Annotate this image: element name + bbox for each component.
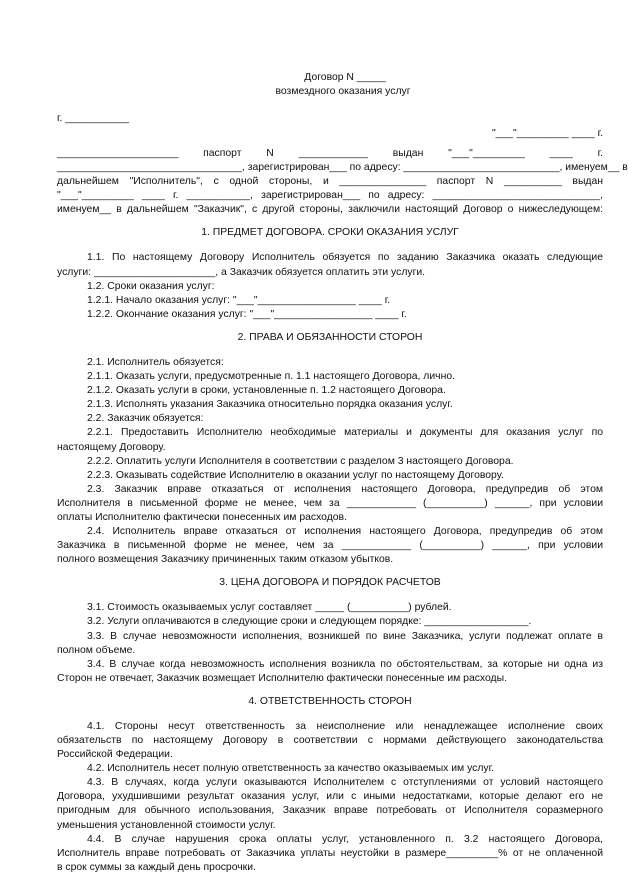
section-2-heading: 2. ПРАВА И ОБЯЗАННОСТИ СТОРОН [237, 331, 423, 343]
clause-2-4-line-1: 2.4. Исполнитель вправе отказаться от исполнения настоящего Договора, предупредив об этом [87, 526, 603, 538]
city-field: г. ___________ [57, 113, 129, 124]
contract-title: Договор N _____ [304, 72, 386, 83]
clause-4-3-line-1: 4.3. В случаях, когда услуги оказываются Исполнителем с отступлениями от условий настоящего [87, 777, 603, 789]
clause-4-2: 4.2. Исполнитель несет полную ответственность за качество оказываемых им услуг. [87, 763, 495, 775]
passport-number-blank: ____________ [298, 148, 368, 159]
clause-2-1: 2.1. Исполнитель обязуется: [87, 356, 224, 368]
parties-line-1 [57, 147, 603, 161]
clause-2-3-line-1: 2.3. Заказчик вправе отказаться от исполнения настоящего Договора, предупредив об этом [87, 483, 603, 495]
section-4-heading: 4. ОТВЕТСТВЕННОСТЬ СТОРОН [248, 695, 412, 707]
issued-label: выдан [392, 148, 424, 159]
clause-4-3-line-2: Договора, ухудшившими результат оказания услуг, или с иными недостатками, которые делают его не [57, 791, 603, 803]
clause-3-1: 3.1. Стоимость оказываемых услуг составляет _____ (__________) рублей. [87, 602, 452, 614]
clause-4-3-line-3: пригодным для обычного использования, Заказчик вправе потребовать от Исполнителя соразмерного [57, 805, 603, 817]
clause-1-1-line-2: услуги: _____________________, а Заказчик обязуется оплатить эти услуги. [57, 266, 426, 278]
clause-3-4-line-2: Сторон не отвечает, Заказчик возмещает Исполнителю фактически понесенные им расходы. [57, 672, 507, 684]
parties-line-5: именуем__ в дальнейшем "Заказчик", с другой стороны, заключили настоящий Договор о нижеследующем: [57, 204, 603, 216]
passport-label: паспорт [203, 148, 242, 159]
clause-3-3-line-2: полном объеме. [57, 644, 136, 656]
clause-1-1-line-1: 1.1. По настоящему Договору Исполнитель обязуется по заданию Заказчика оказать следующие [87, 252, 603, 264]
clause-4-1-line-3: Российской Федерации. [57, 749, 173, 761]
clause-1-2-1: 1.2.1. Начало оказания услуг: "___"_________________ ____ г. [87, 294, 391, 306]
parties-line-3: дальнейшем "Исполнитель", с одной стороны, и _______________ паспорт N __________ выдан [57, 176, 603, 188]
clause-2-1-1: 2.1.1. Оказать услуги, предусмотренные п. 1.1 настоящего Договора, лично. [87, 371, 455, 383]
clause-4-1-line-1: 4.1. Стороны несут ответственность за неисполнение или ненадлежащее исполнение своих [87, 720, 603, 732]
clause-2-3-line-2: Исполнителя в письменной форме не менее, чем за ____________ (__________) ______, при условии [57, 497, 603, 509]
clause-4-3-line-4: уменьшения установленной стоимости услуг. [57, 819, 276, 831]
clause-3-4-line-1: 3.4. В случае когда невозможность исполнения возникла по обстоятельствам, за которые ни одна из [87, 658, 603, 670]
clause-2-2-3: 2.2.3. Оказывать содействие Исполнителю в оказании услуг по настоящему Договору. [87, 469, 504, 481]
clause-4-4-line-3: в срок суммы за каждый день просрочки. [57, 861, 256, 873]
contract-date: "___"_________ ____ г. [491, 128, 603, 139]
section-3-heading: 3. ЦЕНА ДОГОВОРА И ПОРЯДОК РАСЧЕТОВ [219, 577, 441, 589]
party-name-blank: _____________________ [57, 148, 179, 159]
clause-3-2: 3.2. Услуги оплачиваются в следующие сроки и следующем порядке: __________________. [87, 616, 532, 628]
contract-subtitle: возмездного оказания услуг [275, 86, 411, 97]
clause-2-2-1-line-1: 2.2.1. Предоставить Исполнителю необходимые материалы и документы для оказания услуг по [87, 427, 603, 439]
year-suffix: г. [597, 148, 603, 159]
issue-year-blank: ____ [549, 148, 573, 159]
clause-4-4-line-2: Исполнитель вправе потребовать от Заказчика уплаты неустойки в размере_________% от не оплаченной [57, 847, 603, 859]
contract-document [57, 71, 628, 875]
clause-2-1-3: 2.1.3. Исполнять указания Заказчика относительно порядка оказания услуг. [87, 399, 453, 411]
clause-2-4-line-2: Заказчика в письменной форме не менее, чем за ____________ (__________) ______, при условии [57, 540, 603, 552]
parties-line-4: "___"_________ ____ г. ___________, зарегистрирован___ по адресу: _____________________________, [57, 190, 603, 202]
parties-line-2: ________________________________, зарегистрирован___ по адресу: ___________________________, именуем__ в [57, 162, 628, 174]
issue-date-blank: "___"_________ [448, 148, 525, 159]
clause-2-1-2: 2.1.2. Оказать услуги в сроки, установленные п. 1.2 настоящего Договора. [87, 385, 446, 397]
clause-2-3-line-3: оплаты Исполнителю фактически понесенных им расходов. [57, 511, 347, 523]
clause-4-1-line-2: обязательств по настоящему Договору в соответствии с нормами действующего законодательства [57, 735, 603, 746]
clause-2-4-line-3: полного возмещения Заказчику причиненных таким отказом убытков. [57, 554, 394, 566]
clause-2-2-1-line-2: настоящему Договору. [57, 441, 166, 453]
clause-1-2: 1.2. Сроки оказания услуг: [87, 280, 215, 292]
clause-2-2: 2.2. Заказчик обязуется: [87, 413, 204, 425]
clause-3-3-line-1: 3.3. В случае невозможности исполнения, возникшей по вине Заказчика, услуги подлежат оплате в [87, 630, 603, 642]
clause-2-2-2: 2.2.2. Оплатить услуги Исполнителя в соответствии с разделом 3 настоящего Договора. [87, 455, 514, 467]
clause-1-2-2: 1.2.2. Окончание оказания услуг: "___"_________________ ____ г. [87, 308, 407, 320]
number-label: N [266, 148, 274, 159]
clause-4-4-line-1: 4.4. В случае нарушения срока оплаты услуг, установленного п. 3.2 настоящего Договора, [87, 833, 603, 845]
section-1-heading: 1. ПРЕДМЕТ ДОГОВОРА. СРОКИ ОКАЗАНИЯ УСЛУГ [201, 227, 459, 239]
